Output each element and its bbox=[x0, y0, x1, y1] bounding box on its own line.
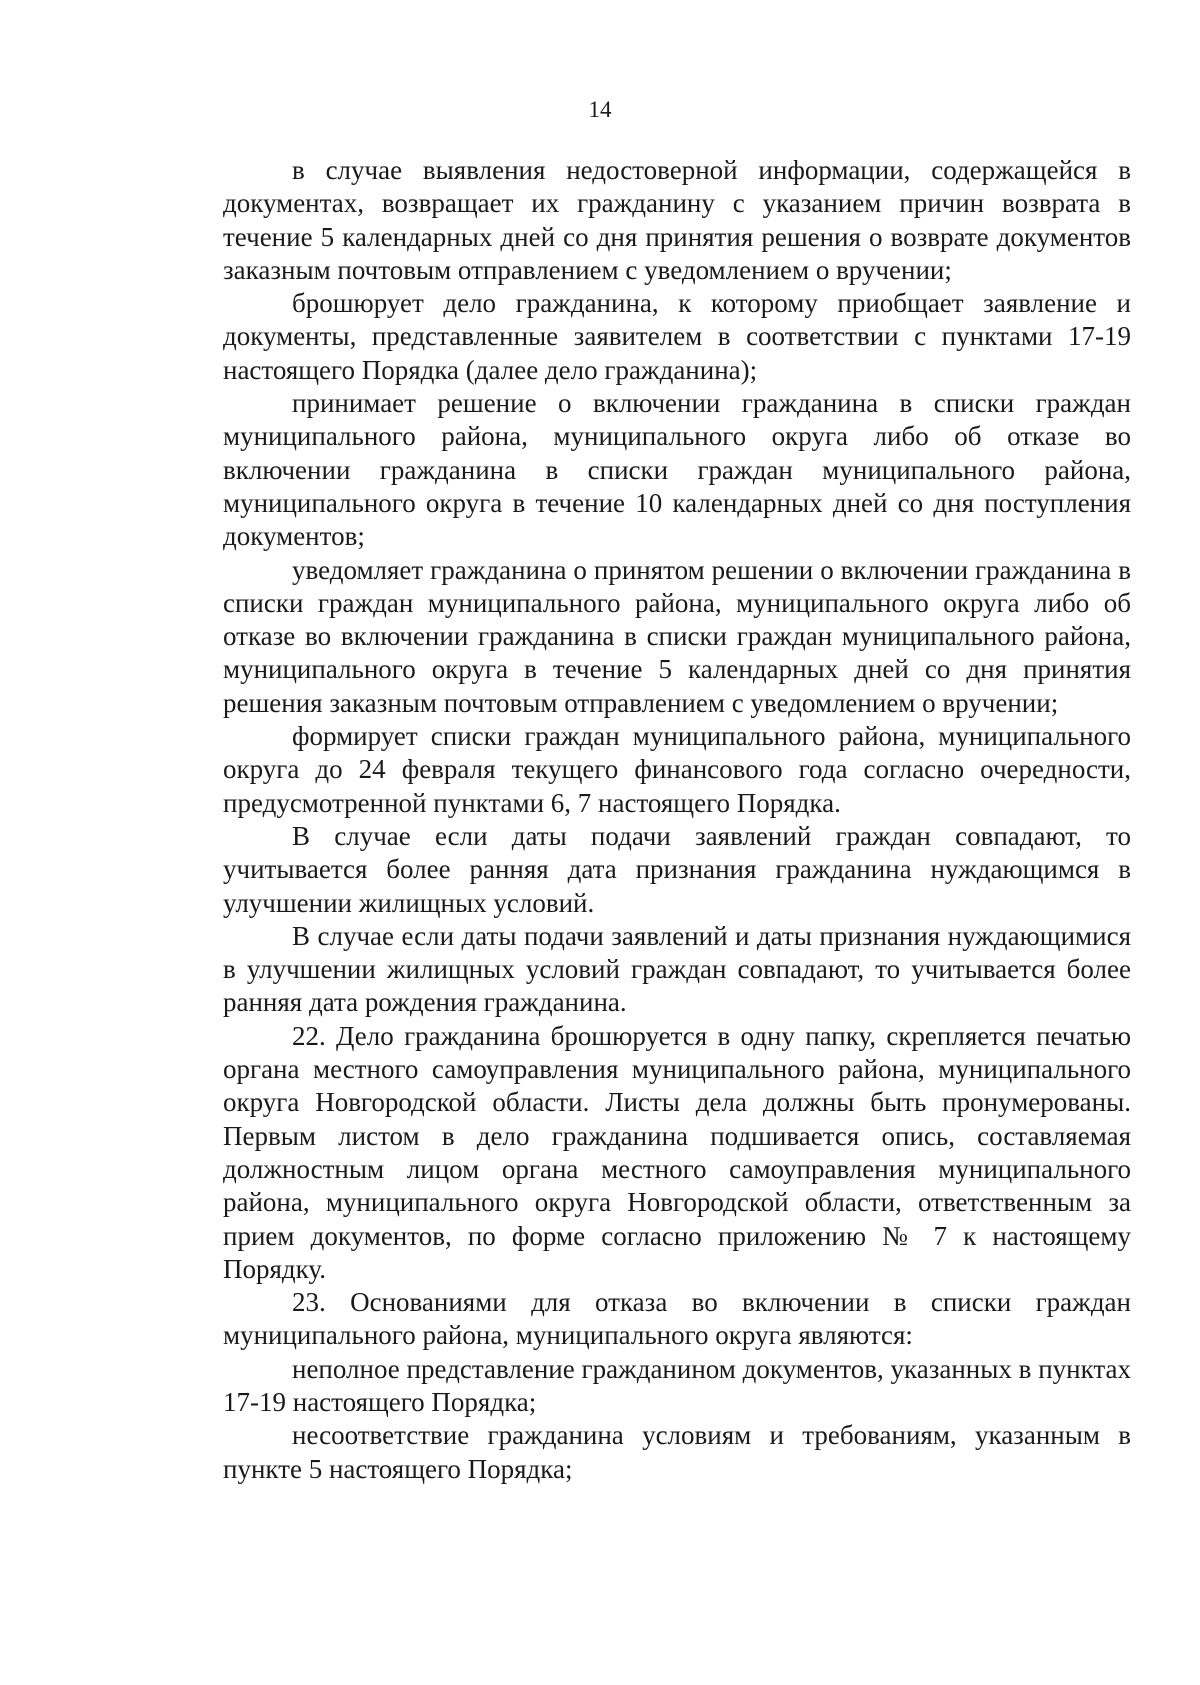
paragraph-nonconformity: несоответствие гражданина условиям и требованиям, указанным в пункте 5 настоящего Порядка; bbox=[223, 1420, 1131, 1484]
paragraph-same-application-date: В случае если даты подачи заявлений граждан совпадают, то учитывается более ранняя дата признания гражданина нуждающимся в улучшении жилищных условий. bbox=[223, 820, 1131, 918]
document-body bbox=[223, 154, 1131, 1486]
paragraph-item-22: 22. Дело гражданина брошюруется в одну папку, скрепляется печатью органа местного самоуправления муниципального района, муниципального округа Новгородской области. Листы дела должны быть пронумерованы. Первым листом в дело гражданина подшивается опись, составляемая должностным лицом органа местного самоуправления муниципального района, муниципального округа Новгородской области, ответственным за прием документов, по форме согласно приложению № 7 к настоящему Порядку. bbox=[223, 1020, 1131, 1284]
paragraph-forms-lists: формирует списки граждан муниципального района, муниципального округа до 24 февраля текущего финансового года согласно очередности, предусмотренной пунктами 6, 7 настоящего Порядка. bbox=[223, 721, 1131, 818]
paragraph-item-23: 23. Основаниями для отказа во включении в списки граждан муниципального района, муниципального округа являются: bbox=[223, 1287, 1131, 1351]
paragraph-inclusion-decision: принимает решение о включении гражданина в списки граждан муниципального района, муниципального округа либо об отказе во включении гражданина в списки граждан муниципального района, муниципального округа в течение 10 календарных дней со дня поступления документов; bbox=[223, 388, 1131, 552]
paragraph-binds-case-file: брошюрует дело гражданина, к которому приобщает заявление и документы, представленные заявителем в соответствии с пунктами 17-19 настоящего Порядка (далее дело гражданина); bbox=[223, 288, 1131, 385]
paragraph-incomplete-documents: неполное представление гражданином документов, указанных в пунктах 17-19 настоящего Порядка; bbox=[223, 1353, 1131, 1417]
paragraph-same-dates-birth: В случае если даты подачи заявлений и даты признания нуждающимися в улучшении жилищных условий граждан совпадают, то учитывается более ранняя дата рождения гражданина. bbox=[223, 920, 1131, 1018]
page-number: 14 bbox=[588, 97, 612, 122]
paragraph-notification: уведомляет гражданина о принятом решении о включении гражданина в списки граждан муниципального района, муниципального округа либо об отказе во включении гражданина в списки граждан муниципального района, муниципального округа в течение 5 календарных дней со дня принятия решения заказным почтовым отправлением с уведомлением о вручении; bbox=[223, 554, 1131, 718]
paragraph-invalid-info-return: в случае выявления недостоверной информации, содержащейся в документах, возвращает их гражданину с указанием причин возврата в течение 5 календарных дней со дня принятия решения о возврате документов заказным почтовым отправлением с уведомлением о вручении; bbox=[223, 155, 1131, 285]
